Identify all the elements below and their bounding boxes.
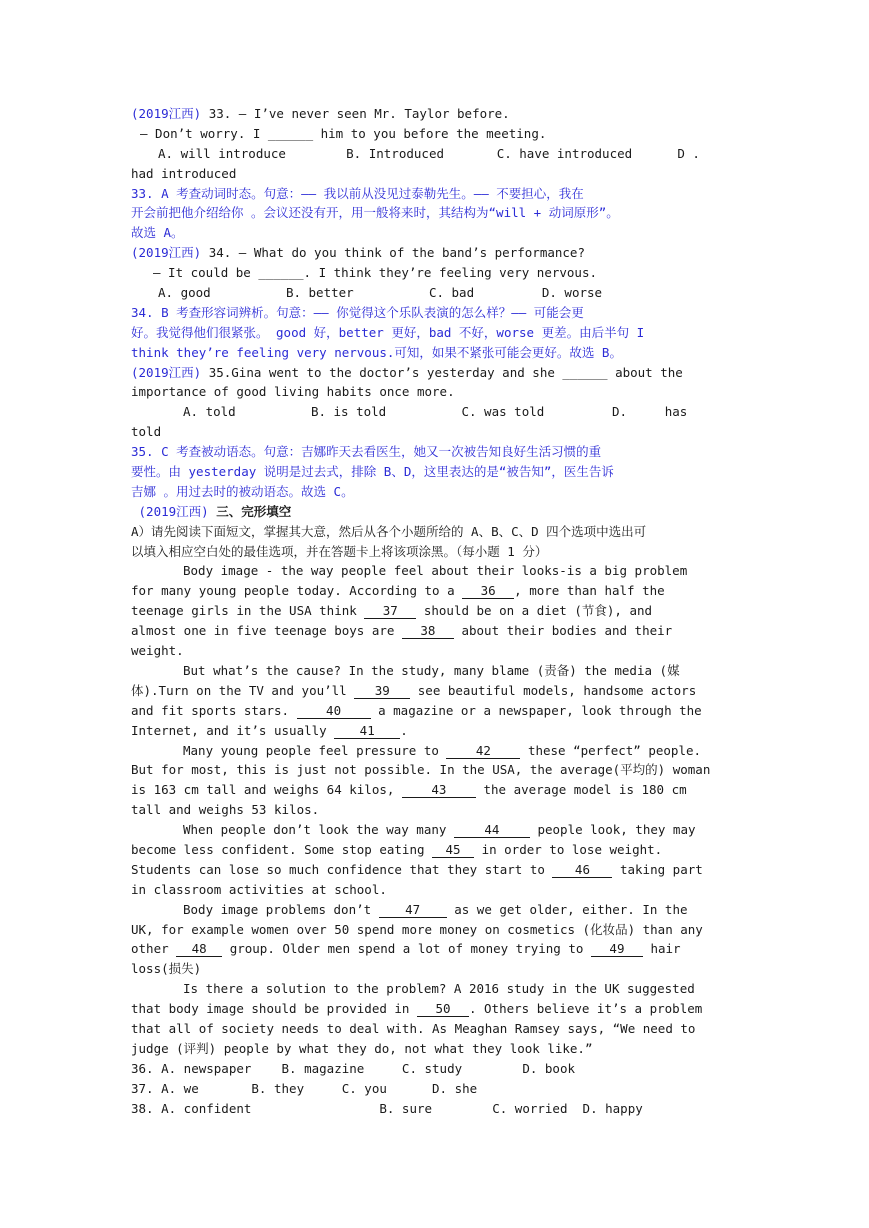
q34-options — [131, 283, 741, 303]
passage-p3-line4: tall and weighs 53 kilos. — [131, 802, 320, 818]
blank-36[interactable]: 36 — [462, 584, 514, 599]
text: Students can lose so much confidence that they start to — [131, 861, 545, 877]
text: about their bodies and their — [461, 623, 673, 639]
q34-answer-2: 好。我觉得他们很紧张。 good 好，better 更好，bad 不好，worse 更差。由后半句 I — [131, 324, 645, 340]
passage-p6-line4: judge (评判) people by what they do, not what they look like.” — [131, 1040, 593, 1056]
text: in order to lose weight. — [481, 841, 663, 857]
options-q37: 37. A. we B. they C. you D. she — [131, 1080, 478, 1096]
passage-p4-line4: in classroom activities at school. — [131, 881, 387, 897]
q35-options — [131, 402, 741, 422]
passage-p3-line2: But for most, this is just not possible. In the USA, the average(平均的) woman — [131, 762, 711, 778]
passage-p4-line2 — [131, 840, 741, 860]
blank-41[interactable]: 41 — [334, 724, 400, 739]
text: see beautiful models, handsome actors — [417, 682, 697, 698]
passage-p2-line4 — [131, 721, 741, 741]
q34-option-a: A. good — [158, 285, 211, 301]
text: become less confident. Some stop eating — [131, 841, 425, 857]
blank-48[interactable]: 48 — [176, 942, 222, 957]
text: is 163 cm tall and weighs 64 kilos, — [131, 782, 395, 798]
q33-response: — Don’t worry. I ______ him to you before the meeting. — [140, 125, 547, 141]
text: for many young people today. According to a — [131, 583, 455, 599]
passage-p5-line1 — [131, 900, 741, 920]
q33-option-d: D . — [677, 145, 700, 161]
passage-p6-line1: Is there a solution to the problem? A 2016 study in the UK suggested — [183, 981, 695, 997]
blank-42[interactable]: 42 — [446, 744, 520, 759]
section-heading — [131, 502, 741, 522]
text: Body image problems don’t — [183, 901, 372, 917]
blank-47[interactable]: 47 — [379, 903, 447, 918]
q35-option-d-cont: told — [131, 424, 162, 440]
q35-question — [131, 363, 741, 383]
blank-46[interactable]: 46 — [552, 863, 612, 878]
text: and fit sports stars. — [131, 702, 290, 718]
passage-p1-line2 — [131, 581, 741, 601]
q35-option-c: C. was told — [461, 404, 545, 420]
text: . — [400, 722, 408, 738]
passage-p5-line2: UK, for example women over 50 spend more money on cosmetics (化妆品) than any — [131, 921, 703, 937]
section-instruction-1: A）请先阅读下面短文，掌握其大意，然后从各个小题所给的 A、B、C、D 四个选项中选出可 — [131, 523, 647, 539]
passage-p6-line3: that all of society needs to deal with. As Meaghan Ramsey says, “We need to — [131, 1020, 696, 1036]
text: should be on a diet (节食), and — [423, 603, 653, 619]
text: . Others believe it’s a problem — [468, 1001, 703, 1017]
q34-question — [131, 243, 741, 263]
q34-answer-1: 34. B 考查形容词辨析。句意：—— 你觉得这个乐队表演的怎么样？—— 可能会更 — [131, 304, 584, 320]
text: Many young people feel pressure to — [183, 742, 439, 758]
text: teenage girls in the USA think — [131, 603, 357, 619]
passage-p1-line4 — [131, 621, 741, 641]
section-title: 三、完形填空 — [216, 503, 292, 519]
q34-option-c: C. bad — [428, 285, 475, 301]
passage-p2-line2 — [131, 681, 741, 701]
blank-39[interactable]: 39 — [354, 684, 410, 699]
text: Internet, and it’s usually — [131, 722, 327, 738]
text: When people don’t look the way many — [183, 822, 447, 838]
section-instruction-2: 以填入相应空白处的最佳选项，并在答题卡上将该项涂黑。（每小题 1 分） — [131, 543, 548, 559]
passage-p6-line2 — [131, 999, 741, 1019]
q35-option-d: D. has — [612, 404, 688, 420]
q35-source: (2019江西) — [131, 364, 202, 380]
q33-answer-3: 故选 A。 — [131, 225, 184, 241]
passage-p4-line1 — [131, 820, 741, 840]
passage-p1-line5: weight. — [131, 643, 184, 659]
section-source: (2019江西) — [138, 503, 209, 519]
passage-p2-line1: But what’s the cause? In the study, many blame (责备) the media (媒 — [183, 662, 680, 678]
q33-text: 33. — I’ve never seen Mr. Taylor before. — [208, 106, 510, 121]
text: taking part — [619, 861, 703, 877]
passage-p2-line3 — [131, 701, 741, 721]
q33-question — [131, 104, 741, 124]
text: that body image should be provided in — [131, 1001, 410, 1017]
blank-49[interactable]: 49 — [591, 942, 643, 957]
q33-option-d-cont: had introduced — [131, 165, 237, 181]
text: these “perfect” people. — [527, 742, 702, 758]
q34-source: (2019江西) — [131, 245, 202, 261]
q34-answer-3: think they’re feeling very nervous.可知，如果不紧张可能会更好。故选 B。 — [131, 344, 622, 360]
q33-options — [131, 144, 741, 164]
options-q38: 38. A. confident B. sure C. worried D. happy — [131, 1100, 643, 1116]
q33-option-b: B. Introduced — [346, 145, 444, 161]
blank-44[interactable]: 44 — [454, 823, 530, 838]
passage-p1-line1: Body image - the way people feel about their looks-is a big problem — [183, 563, 688, 579]
passage-p5-line3 — [131, 939, 741, 959]
text: other — [131, 941, 169, 957]
blank-50[interactable]: 50 — [417, 1002, 469, 1017]
q33-option-a: A. will introduce — [158, 145, 286, 161]
text: as we get older, either. In the — [454, 901, 688, 917]
q35-answer-2: 要性。由 yesterday 说明是过去式，排除 B、D，这里表达的是“被告知”，医生告诉 — [131, 464, 614, 480]
q33-option-c: C. have introduced — [496, 145, 633, 161]
q33-answer-1: 33. A 考查动词时态。句意：—— 我以前从没见过泰勒先生。—— 不要担心，我在 — [131, 185, 584, 201]
q33-answer-2: 开会前把他介绍给你 。会议还没有开，用一般将来时，其结构为“will + 动词原形”。 — [131, 205, 619, 221]
text: group. Older men spend a lot of money trying to — [229, 941, 584, 957]
q34-text: 34. — What do you think of the band’s performance? — [208, 245, 585, 261]
q35-answer-1: 35. C 考查被动语态。句意：吉娜昨天去看医生，她又一次被告知良好生活习惯的重 — [131, 444, 602, 460]
blank-40[interactable]: 40 — [297, 704, 371, 719]
passage-p1-line3 — [131, 601, 741, 621]
text: , more than half the — [514, 583, 665, 599]
q35-answer-3: 吉娜 。用过去时的被动语态。故选 C。 — [131, 483, 354, 499]
q34-option-b: B. better — [285, 285, 354, 301]
options-q36: 36. A. newspaper B. magazine C. study D. book — [131, 1060, 576, 1076]
q34-option-d: D. worse — [541, 285, 603, 301]
q34-response: — It could be ______. I think they’re feeling very nervous. — [153, 265, 598, 281]
q35-option-a: A. told — [183, 404, 236, 420]
text: hair — [650, 941, 681, 957]
q33-source: (2019江西) — [131, 106, 202, 121]
blank-37[interactable]: 37 — [364, 604, 416, 619]
text: 体).Turn on the TV and you’ll — [131, 682, 347, 698]
passage-p5-line4: loss(损失) — [131, 961, 202, 977]
passage-p4-line3 — [131, 860, 741, 880]
passage-p3-line3 — [131, 780, 741, 800]
text: a magazine or a newspaper, look through the — [378, 702, 702, 718]
q35-question-cont: importance of good living habits once more. — [131, 384, 455, 400]
text: almost one in five teenage boys are — [131, 623, 395, 639]
q35-option-b: B. is told — [310, 404, 387, 420]
text: people look, they may — [537, 822, 696, 838]
q35-text: 35.Gina went to the doctor’s yesterday and she ______ about the — [208, 364, 683, 380]
blank-38[interactable]: 38 — [402, 624, 454, 639]
blank-43[interactable]: 43 — [402, 783, 476, 798]
passage-p3-line1 — [131, 741, 741, 761]
document-page — [131, 104, 741, 1118]
blank-45[interactable]: 45 — [432, 843, 474, 858]
text: the average model is 180 cm — [483, 782, 687, 798]
